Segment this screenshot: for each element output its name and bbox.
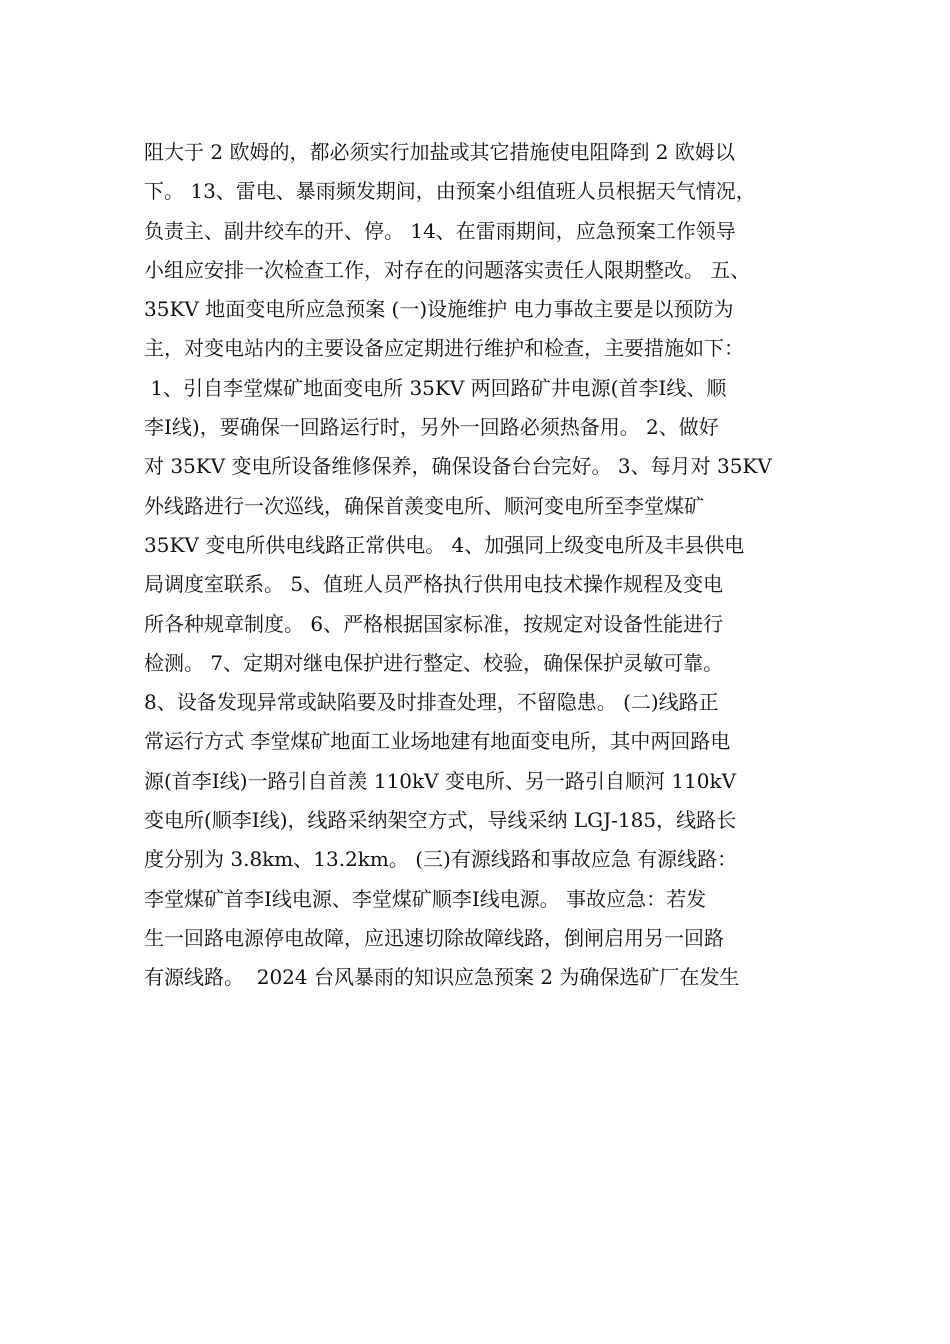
text-line: 源(首李Ⅰ线)一路引自首羡 110kV 变电所、另一路引自顺河 110kV	[144, 768, 737, 793]
text-line: 35KV 变电所供电线路正常供电。 4、加强同上级变电所及丰县供电	[144, 532, 745, 557]
text-line: 1、引自李堂煤矿地面变电所 35KV 两回路矿井电源(首李Ⅰ线、顺	[144, 375, 727, 400]
text-line: 常运行方式 李堂煤矿地面工业场地建有地面变电所，其中两回路电	[144, 729, 731, 754]
text-line: 小组应安排一次检查工作，对存在的问题落实责任人限期整改。 五、	[144, 257, 751, 282]
text-line: 35KV 地面变电所应急预案 (一)设施维护 电力事故主要是以预防为	[144, 297, 734, 322]
text-line: 主，对变电站内的主要设备应定期进行维护和检查，主要措施如下：	[144, 336, 744, 361]
text-line: 度分别为 3.8km、13.2km。 (三)有源线路和事故应急 有源线路：	[144, 847, 738, 872]
text-line: 李堂煤矿首李Ⅰ线电源、李堂煤矿顺李Ⅰ线电源。 事故应急：若发	[144, 886, 707, 911]
text-line: 阻大于 2 欧姆的，都必须实行加盐或其它措施使电阻降到 2 欧姆以	[144, 140, 735, 164]
text-line: 8、设备发现异常或缺陷要及时排查处理，不留隐患。 (二)线路正	[144, 690, 719, 715]
text-line: 有源线路。 2024 台风暴雨的知识应急预案 2 为确保选矿厂在发生	[144, 965, 740, 990]
text-line: 下。 13、雷电、暴雨频发期间，由预案小组值班人员根据天气情况，	[144, 179, 756, 204]
text-line: 所各种规章制度。 6、严格根据国家标准，按规定对设备性能进行	[144, 611, 724, 636]
text-line: 检测。 7、定期对继电保护进行整定、校验，确保保护灵敏可靠。	[144, 650, 724, 675]
text-line: 局调度室联系。 5、值班人员严格执行供用电技术操作规程及变电	[144, 572, 724, 597]
text-line: 生一回路电源停电故障，应迅速切除故障线路，倒闸启用另一回路	[144, 925, 724, 950]
text-line: 负责主、副井绞车的开、停。 14、在雷雨期间，应急预案工作领导	[144, 218, 736, 243]
text-line: 李Ⅰ线)，要确保一回路运行时，另外一回路必须热备用。 2、做好	[144, 415, 719, 440]
body-text	[144, 133, 824, 998]
text-line: 变电所(顺李Ⅰ线)，线路采纳架空方式，导线采纳 LGJ-185，线路长	[144, 808, 737, 833]
text-line: 外线路进行一次巡线，确保首羡变电所、顺河变电所至李堂煤矿	[144, 493, 704, 518]
text-line: 对 35KV 变电所设备维修保养，确保设备台台完好。 3、每月对 35KV	[144, 454, 772, 479]
